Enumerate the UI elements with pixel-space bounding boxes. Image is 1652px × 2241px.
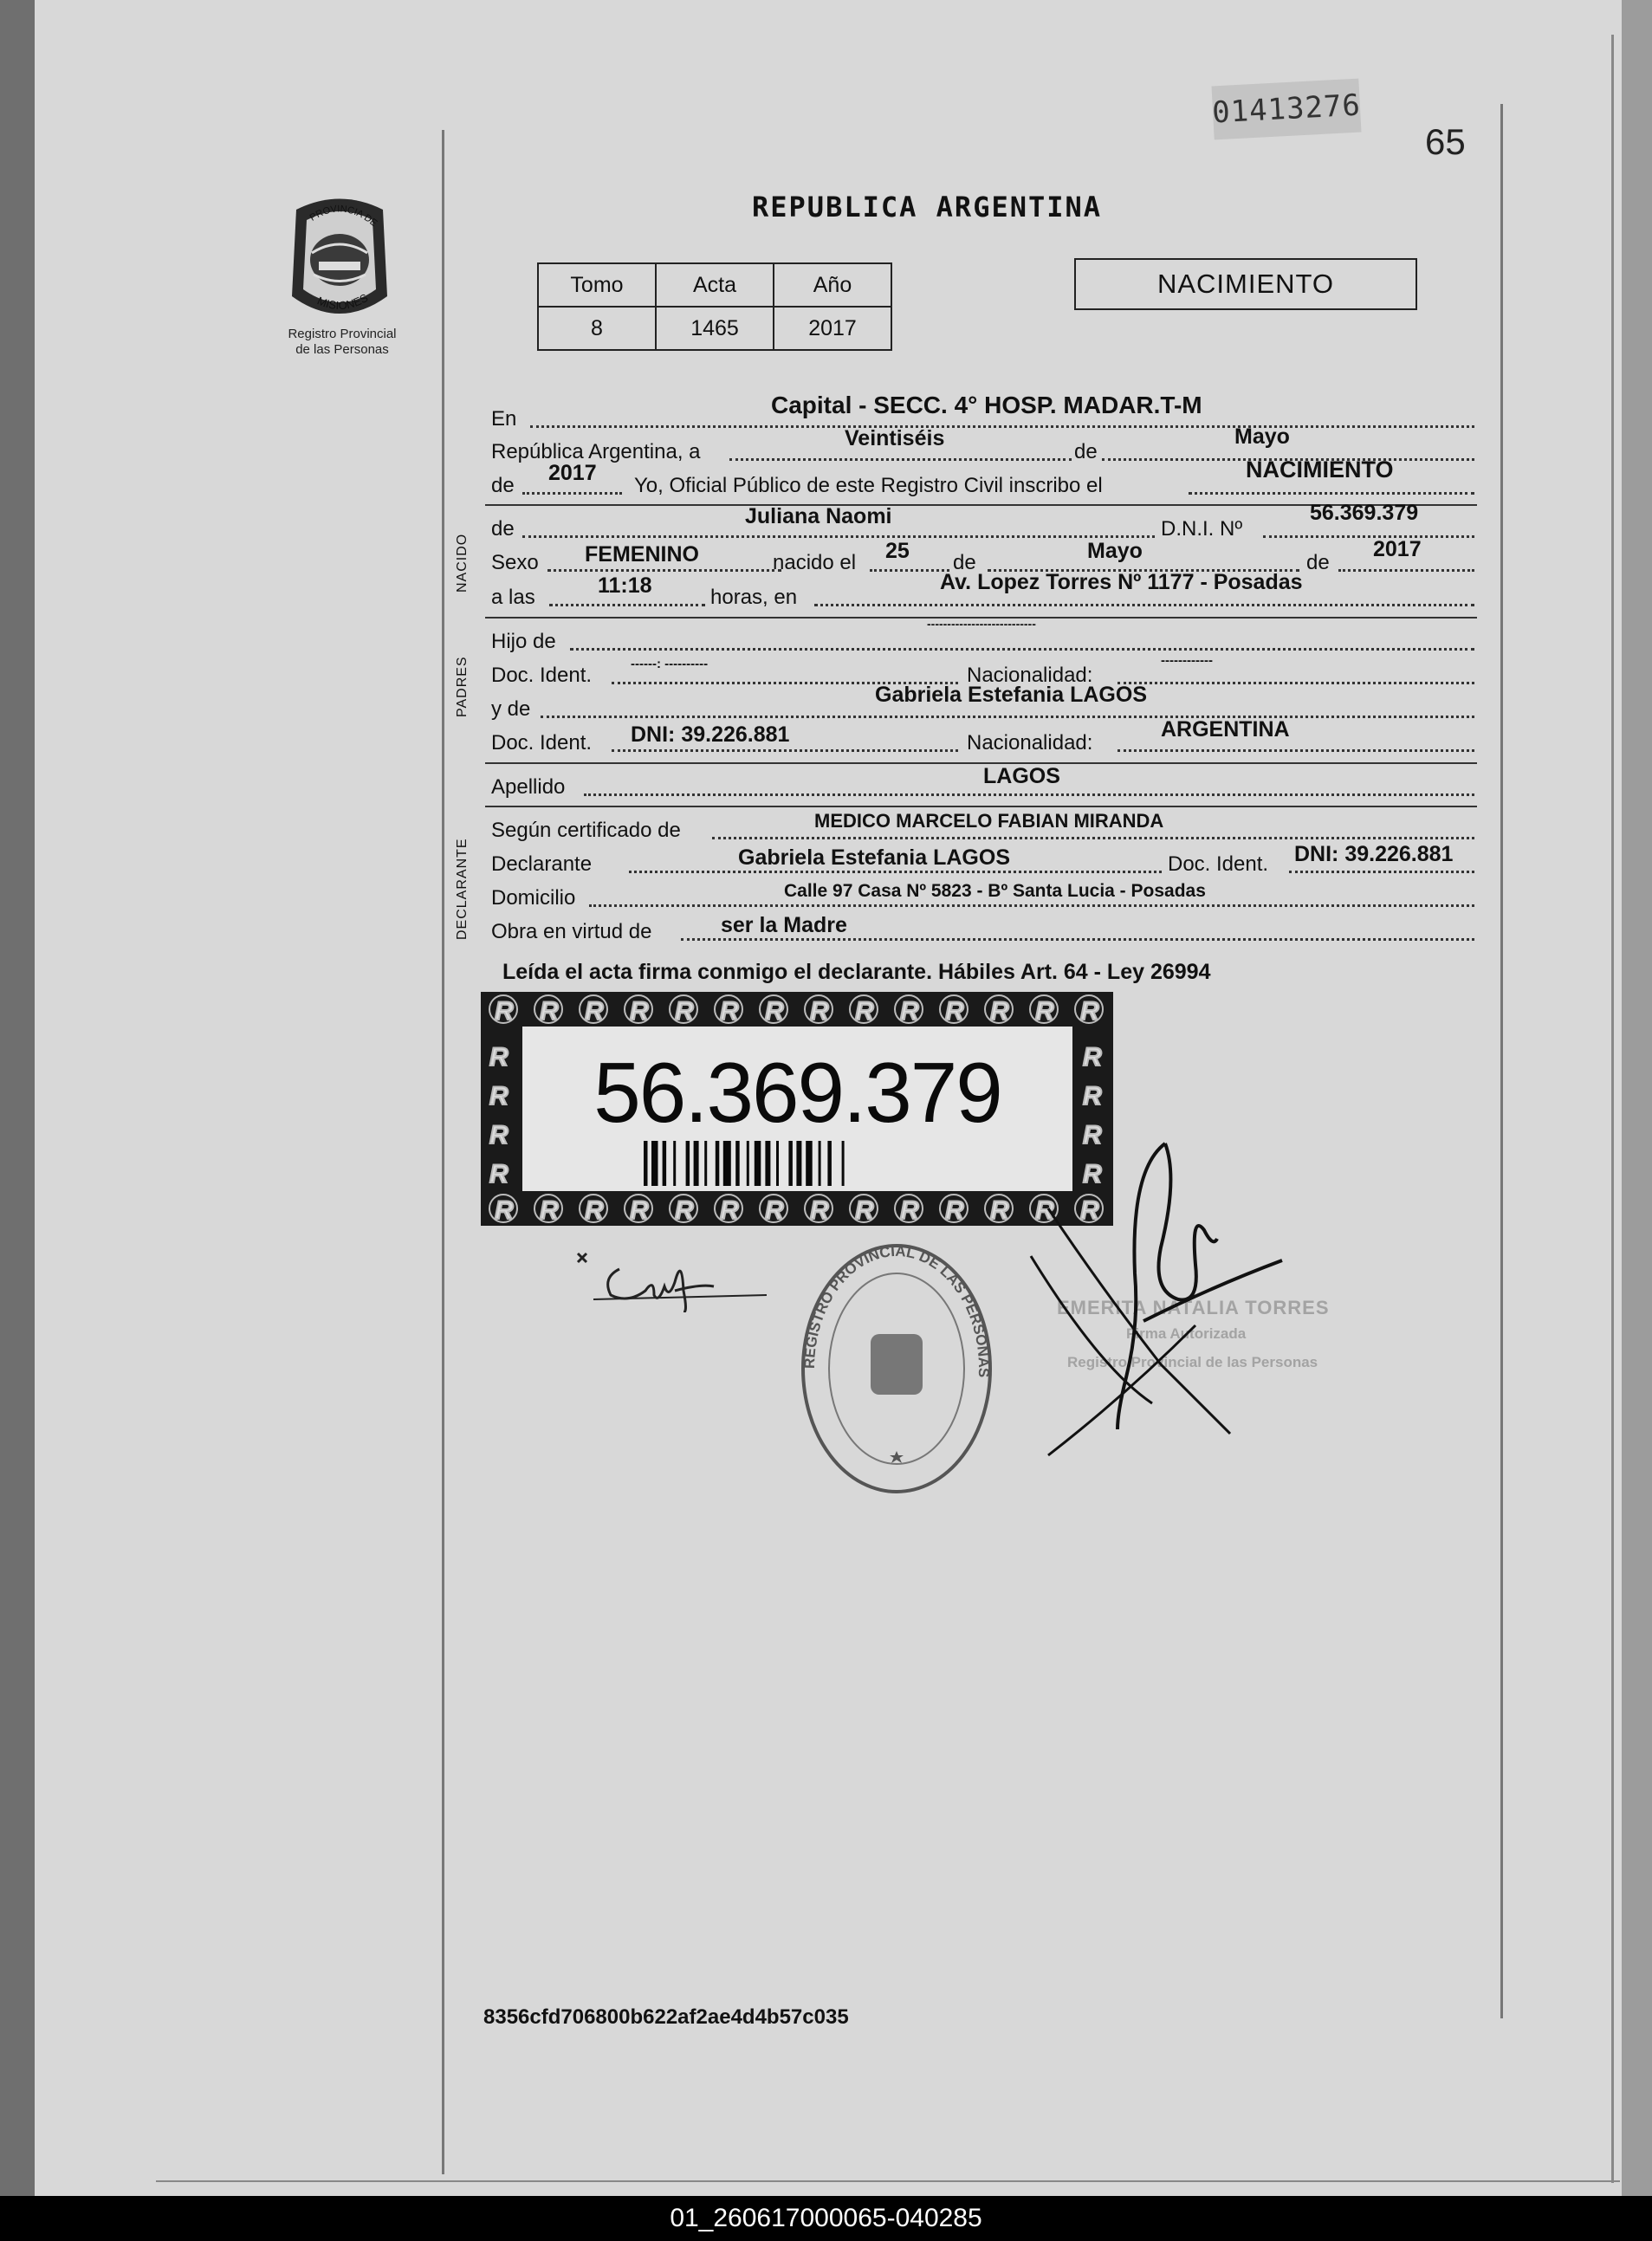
- svg-text:R: R: [1083, 1043, 1102, 1072]
- field-mes-nac: Mayo: [1087, 539, 1143, 563]
- svg-text:MISIONES: MISIONES: [315, 290, 371, 313]
- document-hash: 8356cfd706800b622af2ae4d4b57c035: [483, 2005, 849, 2029]
- svg-text:R: R: [1080, 1196, 1099, 1225]
- svg-text:R: R: [945, 997, 964, 1026]
- field-anio: 2017: [548, 461, 597, 485]
- svg-text:R: R: [489, 1082, 509, 1111]
- svg-text:R: R: [585, 997, 604, 1026]
- dni-number: 56.369.379: [593, 1045, 1001, 1140]
- label-doc-ident: Doc. Ident.: [491, 664, 593, 687]
- official-signature: [1014, 1126, 1343, 1507]
- field-inscribo: NACIMIENTO: [1246, 457, 1394, 483]
- registry-caption: Registro Provincial de las Personas: [288, 327, 397, 357]
- field-hora: 11:18: [598, 573, 652, 598]
- svg-text:R: R: [540, 1196, 559, 1225]
- svg-text:R: R: [489, 1121, 509, 1150]
- section-divider: [485, 762, 1477, 764]
- dotted-line: [522, 492, 622, 495]
- svg-text:R: R: [900, 997, 919, 1026]
- dotted-line: [589, 904, 1474, 907]
- dotted-line: [1189, 492, 1474, 495]
- svg-text:PROVINCIA DE: PROVINCIA DE: [308, 204, 379, 230]
- svg-text:R: R: [1080, 997, 1099, 1026]
- initials-signature: [567, 1234, 784, 1312]
- dotted-line: [541, 716, 1474, 718]
- svg-text:R: R: [675, 997, 694, 1026]
- svg-text:R: R: [1035, 997, 1054, 1026]
- label-en: En: [491, 407, 517, 431]
- field-certificado: MEDICO MARCELO FABIAN MIRANDA: [814, 810, 1164, 832]
- label-segun-certificado: Según certificado de: [491, 819, 681, 842]
- table-header: Año: [774, 263, 891, 307]
- dotted-line: [522, 535, 1155, 538]
- label-y-de: y de: [491, 697, 531, 721]
- svg-text:R: R: [945, 1196, 964, 1225]
- right-edge-line: [1611, 35, 1614, 2183]
- label-a-las: a las: [491, 586, 535, 609]
- label-nacionalidad: Nacionalidad:: [967, 664, 1093, 687]
- dotted-line: [1118, 749, 1474, 752]
- field-domicilio: Calle 97 Casa Nº 5823 - Bº Santa Lucia - Posadas: [784, 881, 1206, 901]
- svg-text:R: R: [810, 997, 829, 1026]
- official-seal-stamp: [797, 1239, 996, 1499]
- field-padre-nac: ------------: [1161, 653, 1213, 668]
- country-title: REPUBLICA ARGENTINA: [752, 191, 1103, 223]
- dotted-line: [612, 749, 958, 752]
- official-role-stamp: Firma Autorizada: [1126, 1325, 1247, 1342]
- record-table: [537, 262, 892, 351]
- svg-text:R: R: [990, 997, 1009, 1026]
- table-cell: 1465: [656, 307, 774, 350]
- label-nacido-el: nacido el: [773, 551, 857, 574]
- label-obra-en-virtud: Obra en virtud de: [491, 920, 652, 943]
- svg-text:R: R: [720, 1196, 739, 1225]
- label-doc-ident: Doc. Ident.: [1168, 852, 1269, 876]
- field-madre: Gabriela Estefania LAGOS: [875, 683, 1147, 707]
- label-doc-ident: Doc. Ident.: [491, 731, 593, 755]
- svg-text:R: R: [765, 1196, 784, 1225]
- field-apellido: LAGOS: [983, 764, 1060, 788]
- field-lugar: Capital - SECC. 4° HOSP. MADAR.T-M: [771, 392, 1202, 418]
- dotted-line: [629, 871, 1162, 873]
- field-nombre: Juliana Naomi: [745, 504, 892, 528]
- svg-text:R: R: [675, 1196, 694, 1225]
- svg-text:REGISTRO PROVINCIAL DE LAS PER: REGISTRO PROVINCIAL DE LAS PERSONAS: [800, 1242, 993, 1378]
- official-name-stamp: EMERITA NATALIA TORRES: [1057, 1297, 1330, 1318]
- closing-statement: Leída el acta firma conmigo el declarante. Hábiles Art. 64 - Ley 26994: [502, 960, 1211, 984]
- field-obra-en-virtud: ser la Madre: [721, 913, 847, 937]
- page-edge: [1622, 0, 1652, 2196]
- dni-label-area: [522, 1027, 1072, 1191]
- province-seal-logo: [279, 192, 400, 324]
- svg-text:R: R: [765, 997, 784, 1026]
- label-de: de: [1074, 440, 1098, 463]
- label-de: de: [491, 517, 515, 541]
- dotted-line: [681, 938, 1474, 941]
- dotted-line: [814, 604, 1474, 606]
- field-dni: 56.369.379: [1310, 501, 1419, 525]
- label-horas-en: horas, en: [710, 586, 798, 609]
- section-label-padres: PADRES: [455, 656, 470, 717]
- label-apellido: Apellido: [491, 775, 566, 799]
- table-cell: 2017: [774, 307, 891, 350]
- label-yo-oficial: Yo, Oficial Público de este Registro Civil inscribo el: [634, 474, 1103, 497]
- svg-text:R: R: [810, 1196, 829, 1225]
- dotted-line: [870, 569, 949, 572]
- svg-text:R: R: [1035, 1196, 1054, 1225]
- svg-text:R: R: [900, 1196, 919, 1225]
- svg-text:R: R: [540, 997, 559, 1026]
- field-dia-texto: Veintiséis: [845, 426, 945, 450]
- svg-text:R: R: [630, 1196, 649, 1225]
- svg-text:R: R: [855, 997, 874, 1026]
- svg-text:R: R: [489, 1160, 509, 1189]
- dotted-line: [530, 425, 1474, 428]
- field-anio-nac: 2017: [1373, 537, 1422, 561]
- dotted-line: [1118, 682, 1474, 684]
- field-dia-nac: 25: [885, 539, 910, 563]
- serial-number: 01413276: [1211, 79, 1361, 140]
- table-cell: 8: [538, 307, 656, 350]
- dotted-line: [570, 648, 1474, 651]
- svg-text:R: R: [495, 1196, 514, 1225]
- field-padre: ---------------------------: [927, 617, 1036, 631]
- table-header: Acta: [656, 263, 774, 307]
- svg-text:R: R: [489, 1043, 509, 1072]
- dotted-line: [1289, 871, 1474, 873]
- right-margin-line: [1500, 104, 1503, 2018]
- svg-text:R: R: [1083, 1121, 1102, 1150]
- field-madre-doc: DNI: 39.226.881: [631, 722, 790, 747]
- section-divider: [485, 806, 1477, 807]
- field-madre-nac: ARGENTINA: [1161, 717, 1290, 742]
- bottom-line: [156, 2180, 1620, 2182]
- dotted-line: [729, 458, 1072, 461]
- svg-text:R: R: [630, 997, 649, 1026]
- field-padre-doc: ------: ----------: [631, 657, 709, 671]
- footer-id: 01_260617000065-040285: [670, 2204, 982, 2232]
- dotted-line: [584, 793, 1474, 796]
- label-dni: D.N.I. Nº: [1161, 517, 1243, 541]
- official-registry-stamp: Registro Provincial de las Personas: [1067, 1354, 1318, 1370]
- label-declarante: Declarante: [491, 852, 593, 876]
- dotted-line: [712, 837, 1474, 839]
- label-nacionalidad: Nacionalidad:: [967, 731, 1093, 755]
- label-domicilio: Domicilio: [491, 886, 576, 910]
- dotted-line: [1338, 569, 1474, 572]
- dotted-line: [1263, 535, 1474, 538]
- dotted-line: [547, 569, 781, 572]
- label-hijo-de: Hijo de: [491, 630, 556, 653]
- svg-text:R: R: [1083, 1082, 1102, 1111]
- field-declarante: Gabriela Estefania LAGOS: [738, 845, 1010, 870]
- svg-text:R: R: [1083, 1160, 1102, 1189]
- dotted-line: [549, 604, 705, 606]
- label-de: de: [1306, 551, 1330, 574]
- label-republica: República Argentina, a: [491, 440, 701, 463]
- footer-bar: [0, 2196, 1652, 2241]
- record-type-box: NACIMIENTO: [1074, 258, 1417, 310]
- svg-text:R: R: [990, 1196, 1009, 1225]
- label-de: de: [491, 474, 515, 497]
- field-lugar-nac: Av. Lopez Torres Nº 1177 - Posadas: [940, 570, 1303, 594]
- left-margin-line: [442, 130, 444, 2174]
- section-label-nacido: NACIDO: [455, 533, 470, 593]
- svg-text:R: R: [585, 1196, 604, 1225]
- section-label-declarante: DECLARANTE: [455, 838, 470, 940]
- svg-text:R: R: [855, 1196, 874, 1225]
- field-declarante-doc: DNI: 39.226.881: [1294, 842, 1454, 866]
- field-mes-texto: Mayo: [1234, 424, 1290, 449]
- table-header: Tomo: [538, 263, 656, 307]
- barcode: [644, 1141, 956, 1186]
- svg-text:R: R: [495, 997, 514, 1026]
- label-de: de: [953, 551, 976, 574]
- field-sexo: FEMENINO: [585, 542, 699, 567]
- page-number: 65: [1425, 121, 1466, 162]
- label-sexo: Sexo: [491, 551, 539, 574]
- svg-text:R: R: [720, 997, 739, 1026]
